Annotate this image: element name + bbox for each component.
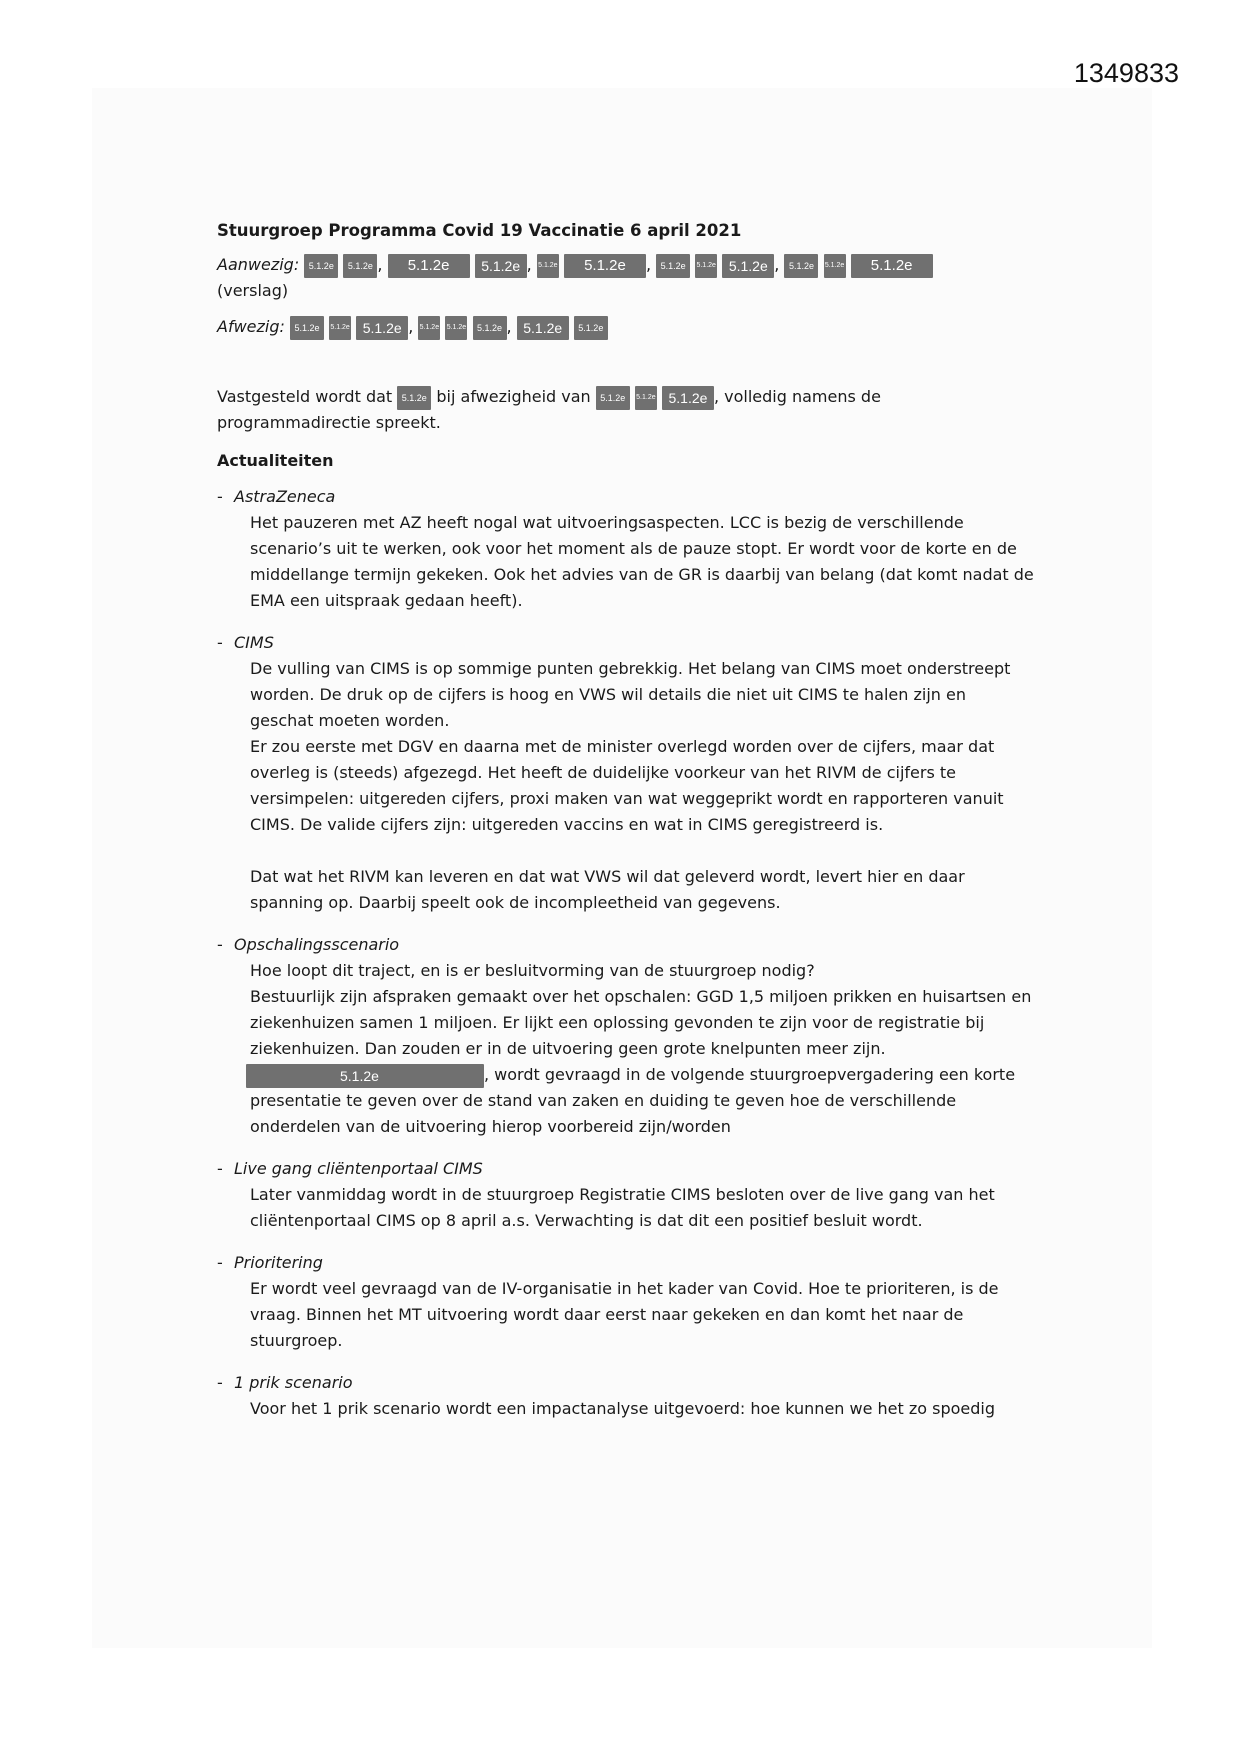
bullet-dash: - bbox=[217, 1253, 223, 1272]
agenda-item-paragraph bbox=[250, 1088, 1047, 1140]
redaction-box: 5.1.2e bbox=[304, 254, 338, 278]
bullet-dash: - bbox=[217, 487, 223, 506]
agenda-item-paragraph bbox=[250, 958, 1047, 1062]
agenda-item bbox=[217, 1156, 1047, 1234]
text-line: , wordt gevraagd in de volgende stuurgroepvergadering een korte bbox=[484, 1065, 1016, 1084]
redaction-box: 5.1.2e bbox=[445, 316, 467, 340]
redaction-box: 5.1.2e bbox=[473, 316, 507, 340]
text-line: Er zou eerste met DGV en daarna met de minister overlegd worden over de cijfers, maar dat bbox=[250, 737, 995, 756]
document-title: Stuurgroep Programma Covid 19 Vaccinatie 6 april 2021 bbox=[217, 221, 742, 240]
agenda-item bbox=[217, 484, 1047, 614]
redacted-line bbox=[246, 1062, 1047, 1088]
agenda-item-paragraph bbox=[250, 1396, 1047, 1422]
document-number: 1349833 bbox=[1073, 58, 1179, 88]
redaction-box: 5.1.2e bbox=[722, 254, 774, 278]
agenda-item-title bbox=[217, 932, 1047, 958]
agenda-item bbox=[217, 1250, 1047, 1354]
redaction-box: 5.1.2e bbox=[824, 254, 846, 278]
text-line: presentatie te geven over de stand van zaken en duiding te geven hoe de verschillende bbox=[250, 1091, 957, 1110]
text-line: EMA een uitspraak gedaan heeft). bbox=[250, 591, 523, 610]
agenda-item-title-text: Prioritering bbox=[234, 1253, 323, 1272]
vastgesteld-text: bij afwezigheid van bbox=[436, 387, 591, 406]
redaction-box: 5.1.2e bbox=[329, 316, 351, 340]
redaction-box: 5.1.2e bbox=[564, 254, 646, 278]
redaction-box: 5.1.2e bbox=[343, 254, 377, 278]
vastgesteld-text: programmadirectie spreekt. bbox=[217, 413, 441, 432]
afwezig-label: Afwezig bbox=[217, 317, 280, 336]
agenda-item bbox=[217, 630, 1047, 916]
afwezig-line: Afwezig: 5.1.2e 5.1.2e 5.1.2e , 5.1.2e 5.1.2e 5.1.2e , 5.1.2e 5.1.2e bbox=[217, 314, 1047, 340]
redaction-box: 5.1.2e bbox=[397, 386, 431, 410]
redaction-box: 5.1.2e bbox=[695, 254, 717, 278]
agenda-item bbox=[217, 932, 1047, 1140]
redaction-box: 5.1.2e bbox=[574, 316, 608, 340]
agenda-item-paragraph bbox=[250, 1276, 1047, 1354]
text-line: Voor het 1 prik scenario wordt een impactanalyse uitgevoerd: hoe kunnen we het zo spoedig bbox=[250, 1399, 996, 1418]
agenda-item-title bbox=[217, 630, 1047, 656]
actualiteiten-list bbox=[217, 484, 1047, 1422]
agenda-item-paragraph bbox=[250, 510, 1047, 614]
text-line: cliëntenportaal CIMS op 8 april a.s. Verwachting is dat dit een positief besluit wordt. bbox=[250, 1211, 923, 1230]
redaction-box: 5.1.2e bbox=[356, 316, 408, 340]
agenda-item-title-text: Live gang cliëntenportaal CIMS bbox=[234, 1159, 483, 1178]
text-line: scenario’s uit te werken, ook voor het moment als de pauze stopt. Er wordt voor de korte en de bbox=[250, 539, 1017, 558]
vastgesteld-text: Vastgesteld wordt dat bbox=[217, 387, 393, 406]
bullet-dash: - bbox=[217, 633, 223, 652]
redaction-box: 5.1.2e bbox=[635, 386, 657, 410]
text-line: onderdelen van de uitvoering hierop voorbereid zijn/worden bbox=[250, 1117, 731, 1136]
agenda-item-title-text: AstraZeneca bbox=[234, 487, 336, 506]
redaction-box: 5.1.2e bbox=[662, 386, 714, 410]
aanwezig-label: Aanwezig bbox=[217, 255, 294, 274]
agenda-item-title-text: CIMS bbox=[234, 633, 274, 652]
agenda-item-body bbox=[250, 1396, 1047, 1422]
section-heading: Actualiteiten bbox=[217, 451, 334, 470]
redaction-box: 5.1.2e bbox=[290, 316, 324, 340]
bullet-dash: - bbox=[217, 1373, 223, 1392]
agenda-item-paragraph bbox=[250, 1182, 1047, 1234]
redaction-box: 5.1.2e bbox=[537, 254, 559, 278]
redaction-box: 5.1.2e bbox=[851, 254, 933, 278]
agenda-item-title-text: Opschalingsscenario bbox=[234, 935, 400, 954]
text-line: spanning op. Daarbij speelt ook de incompleetheid van gegevens. bbox=[250, 893, 781, 912]
text-line: CIMS. De valide cijfers zijn: uitgereden vaccins en wat in CIMS geregistreerd is. bbox=[250, 815, 884, 834]
text-line: middellange termijn gekeken. Ook het advies van de GR is daarbij van belang (dat komt nadat de bbox=[250, 565, 1034, 584]
redaction-box: 5.1.2e bbox=[596, 386, 630, 410]
text-line: ziekenhuizen samen 1 miljoen. Er lijkt een oplossing gevonden te zijn voor de registratie bij bbox=[250, 1013, 985, 1032]
text-line: worden. De druk op de cijfers is hoog en VWS wil details die niet uit CIMS te halen zijn en bbox=[250, 685, 966, 704]
text-line: overleg is (steeds) afgezegd. Het heeft de duidelijke voorkeur van het RIVM de cijfers te bbox=[250, 763, 957, 782]
redaction-box: 5.1.2e bbox=[246, 1064, 484, 1088]
agenda-item-paragraph bbox=[250, 864, 1047, 916]
redaction-box: 5.1.2e bbox=[517, 316, 569, 340]
redaction-box: 5.1.2e bbox=[784, 254, 818, 278]
text-line: geschat moeten worden. bbox=[250, 711, 450, 730]
agenda-item-body bbox=[250, 1182, 1047, 1234]
agenda-item-body bbox=[250, 1276, 1047, 1354]
agenda-item-body bbox=[250, 958, 1047, 1140]
text-line: stuurgroep. bbox=[250, 1331, 343, 1350]
agenda-item-paragraph bbox=[250, 656, 1047, 838]
text-line: Dat wat het RIVM kan leveren en dat wat VWS wil dat geleverd wordt, levert hier en daar bbox=[250, 867, 965, 886]
agenda-item-title bbox=[217, 1156, 1047, 1182]
redaction-box: 5.1.2e bbox=[418, 316, 440, 340]
vastgesteld-text: , volledig namens de bbox=[713, 387, 881, 406]
agenda-item-title bbox=[217, 1370, 1047, 1396]
bullet-dash: - bbox=[217, 935, 223, 954]
agenda-item bbox=[217, 1370, 1047, 1422]
agenda-item-body bbox=[250, 510, 1047, 614]
agenda-item-title bbox=[217, 1250, 1047, 1276]
text-line: Er wordt veel gevraagd van de IV-organisatie in het kader van Covid. Hoe te prioriteren, is de bbox=[250, 1279, 999, 1298]
text-line: ziekenhuizen. Dan zouden er in de uitvoering geen grote knelpunten meer zijn. bbox=[250, 1039, 886, 1058]
vastgesteld-paragraph bbox=[217, 384, 1047, 436]
agenda-item-title bbox=[217, 484, 1047, 510]
text-line: Bestuurlijk zijn afspraken gemaakt over het opschalen: GGD 1,5 miljoen prikken en huisartsen en bbox=[250, 987, 1032, 1006]
agenda-item-title-text: 1 prik scenario bbox=[234, 1373, 353, 1392]
redaction-box: 5.1.2e bbox=[388, 254, 470, 278]
text-line: versimpelen: uitgereden cijfers, proxi maken van wat weggeprikt wordt en rapporteren vanuit bbox=[250, 789, 1004, 808]
text-line: De vulling van CIMS is op sommige punten gebrekkig. Het belang van CIMS moet onderstreept bbox=[250, 659, 1011, 678]
aanwezig-line: Aanwezig: 5.1.2e 5.1.2e , 5.1.2e 5.1.2e , 5.1.2e 5.1.2e , 5.1.2e 5.1.2e 5.1.2e , 5.1.2e 5.1.2e 5.1.2e bbox=[217, 252, 1047, 278]
text-line: Het pauzeren met AZ heeft nogal wat uitvoeringsaspecten. LCC is bezig de verschillende bbox=[250, 513, 964, 532]
agenda-item-body bbox=[250, 656, 1047, 916]
redaction-box: 5.1.2e bbox=[656, 254, 690, 278]
text-line: vraag. Binnen het MT uitvoering wordt daar eerst naar gekeken en dan komt het naar de bbox=[250, 1305, 964, 1324]
redaction-box: 5.1.2e bbox=[475, 254, 527, 278]
text-line: Later vanmiddag wordt in de stuurgroep Registratie CIMS besloten over de live gang van het bbox=[250, 1185, 995, 1204]
aanwezig-suffix: (verslag) bbox=[217, 281, 289, 300]
bullet-dash: - bbox=[217, 1159, 223, 1178]
document-content bbox=[217, 218, 1047, 1422]
text-line: Hoe loopt dit traject, en is er besluitvorming van de stuurgroep nodig? bbox=[250, 961, 815, 980]
